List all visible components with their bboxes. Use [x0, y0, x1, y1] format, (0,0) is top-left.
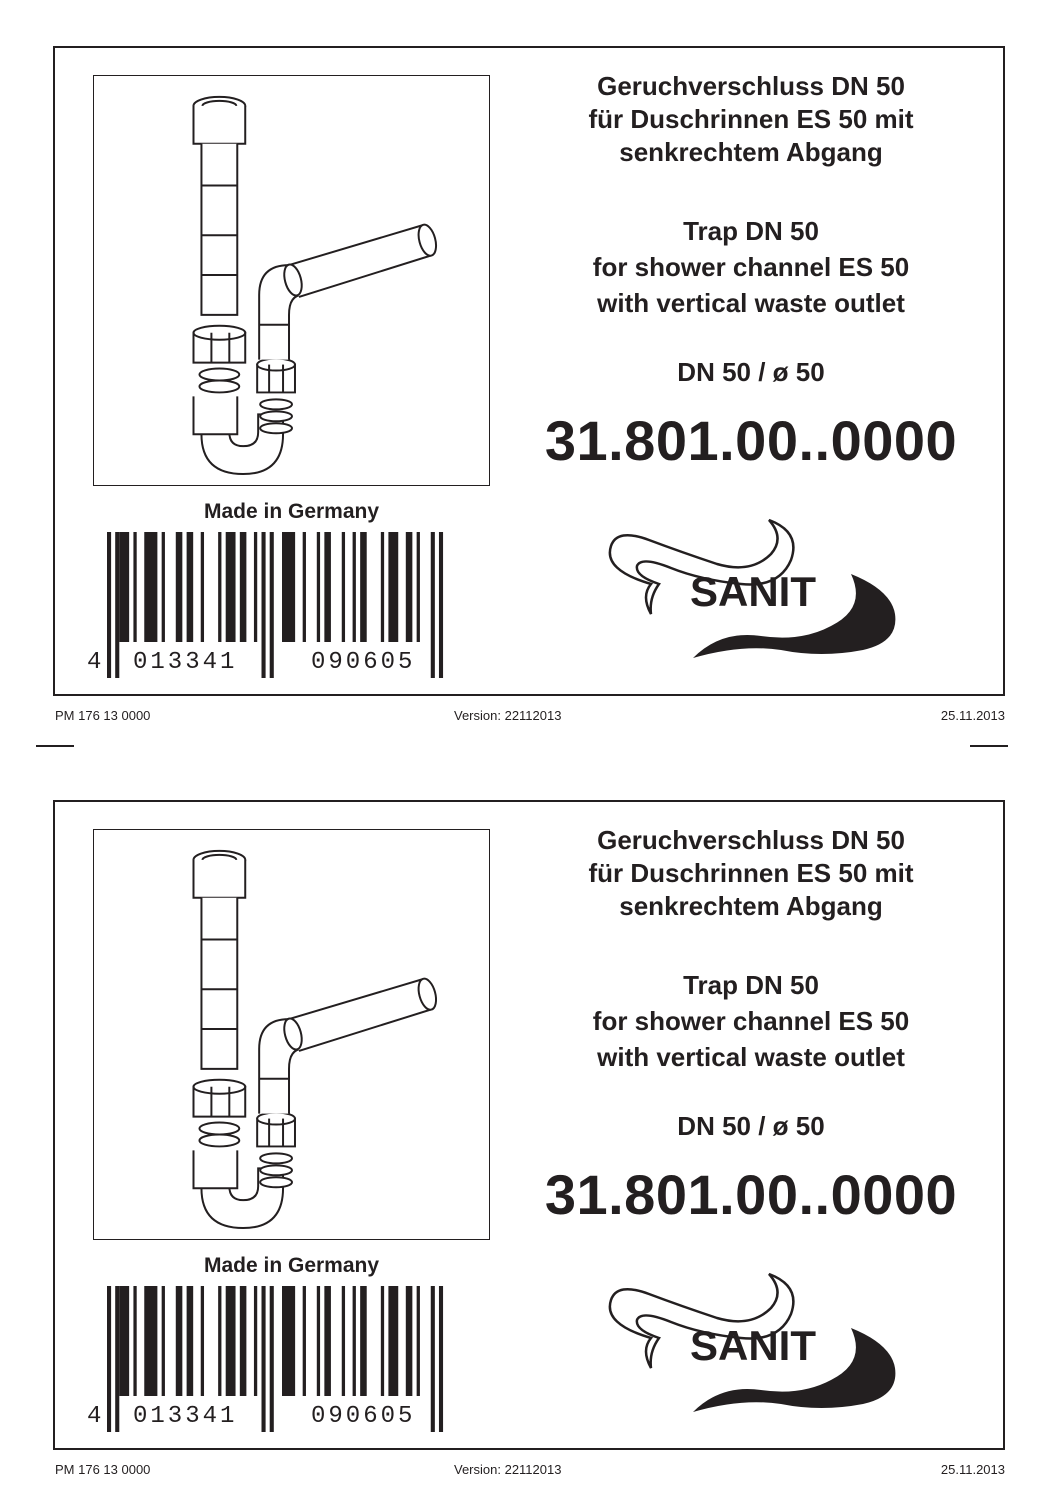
barcode-digit-system: 4: [87, 1403, 102, 1430]
trap-drawing: [94, 76, 489, 485]
cut-mark-right: [970, 745, 1008, 747]
barcode-group-2: 090605: [311, 1403, 416, 1430]
barcode-group-2: 090605: [311, 649, 416, 676]
barcode-group-1: 013341: [133, 1403, 238, 1430]
label-footer-1: [53, 708, 1005, 724]
product-image-frame: [93, 829, 490, 1240]
brand-name: SANIT: [690, 1322, 816, 1369]
article-number: 31.801.00..0000: [544, 409, 958, 472]
barcode-digit-system: 4: [87, 649, 102, 676]
product-label-1: [53, 46, 1005, 696]
version: Version: 22112013: [454, 1462, 562, 1477]
doc-id: PM 176 13 0000: [55, 708, 151, 723]
made-in-text: Made in Germany: [203, 1254, 380, 1277]
dimension-text: DN 50 / ø 50: [677, 1111, 825, 1141]
date: 25.11.2013: [940, 1462, 1005, 1477]
version: Version: 22112013: [454, 708, 562, 723]
doc-id: PM 176 13 0000: [55, 1462, 151, 1477]
brand-name: SANIT: [690, 568, 816, 615]
title-german: Geruchverschluss DN 50 für Duschrinnen ES 50 mit senkrechtem Abgang: [588, 71, 914, 167]
made-in-text: Made in Germany: [203, 500, 380, 523]
article-number: 31.801.00..0000: [544, 1163, 958, 1226]
date: 25.11.2013: [940, 708, 1005, 723]
title-english: Trap DN 50 for shower channel ES 50 with vertical waste outlet: [592, 970, 910, 1072]
barcode: [81, 1284, 496, 1436]
sanit-logo: [601, 518, 897, 664]
barcode: [81, 530, 496, 682]
product-label-2: [53, 800, 1005, 1450]
label-texts: [515, 824, 987, 1225]
dimension-text: DN 50 / ø 50: [677, 357, 825, 387]
title-german: Geruchverschluss DN 50 für Duschrinnen ES 50 mit senkrechtem Abgang: [588, 825, 914, 921]
label-footer-2: [53, 1462, 1005, 1478]
product-image-frame: [93, 75, 490, 486]
sanit-logo: [601, 1272, 897, 1418]
cut-mark-left: [36, 745, 74, 747]
title-english: Trap DN 50 for shower channel ES 50 with vertical waste outlet: [592, 216, 910, 318]
label-texts: [515, 70, 987, 471]
barcode-group-1: 013341: [133, 649, 238, 676]
trap-drawing: [94, 830, 489, 1239]
